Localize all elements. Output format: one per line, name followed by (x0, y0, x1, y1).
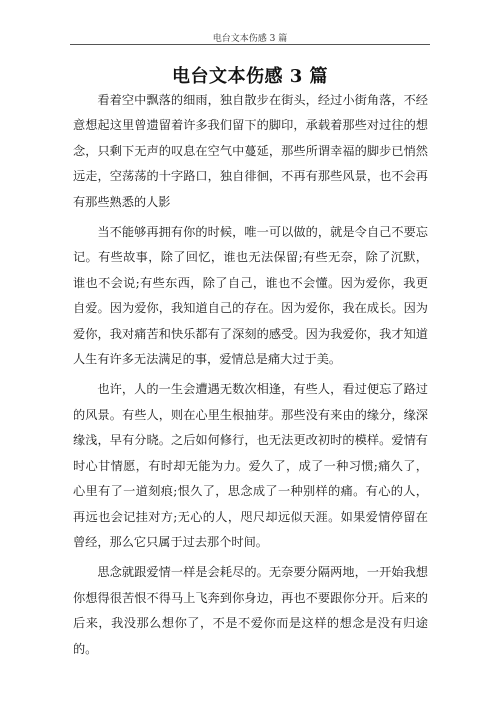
document-body (73, 88, 428, 667)
paragraph: 也许，人的一生会遭遇无数次相逢，有些人，看过便忘了路过的风景。有些人，则在心里生根抽芽。那些没有来由的缘分，缘深缘浅，早有分晓。之后如何修行，也无法更改初时的模样。爱情有时心甘情愿，有时却无能为力。爱久了，成了一种习惯;痛久了，心里有了一道刻痕;恨久了，思念成了一种别样的痛。有心的人，再远也会记挂对方;无心的人，咫尺却远似天涯。如果爱情停留在曾经，那么它只属于过去那个时间。 (73, 382, 428, 549)
running-header: 电台文本伤感 3 篇 (212, 34, 288, 44)
document-title: 电台文本伤感 3 篇 (171, 66, 329, 87)
header-divider (70, 44, 430, 45)
paragraph: 当不能够再拥有你的时候，唯一可以做的，就是令自己不要忘记。有些故事，除了回忆，谁也无法保留;有些无奈，除了沉默，谁也不会说;有些东西，除了自己，谁也不会懂。因为爱你，我更自爱。因为爱你，我知道自己的存在。因为爱你，我在成长。因为爱你，我对痛苦和快乐都有了深刻的感受。因为我爱你，我才知道人生有许多无法满足的事，爱情总是痛大过于美。 (73, 225, 428, 367)
paragraph: 思念就跟爱情一样是会耗尽的。无奈要分隔两地，一开始我想你想得很苦恨不得马上飞奔到你身边，再也不要跟你分开。后来的后来，我没那么想你了，不是不爱你而是这样的想念是没有归途的。 (73, 565, 428, 656)
paragraph: 看着空中飘落的细雨，独自散步在街头，经过小街角落，不经意想起这里曾遗留着许多我们留下的脚印，承载着那些对过往的想念，只剩下无声的叹息在空气中蔓延，那些所谓幸福的脚步已悄然远走，空荡荡的十字路口，独自徘徊，不再有那些风景，也不会再有那些熟悉的人影 (73, 93, 428, 209)
